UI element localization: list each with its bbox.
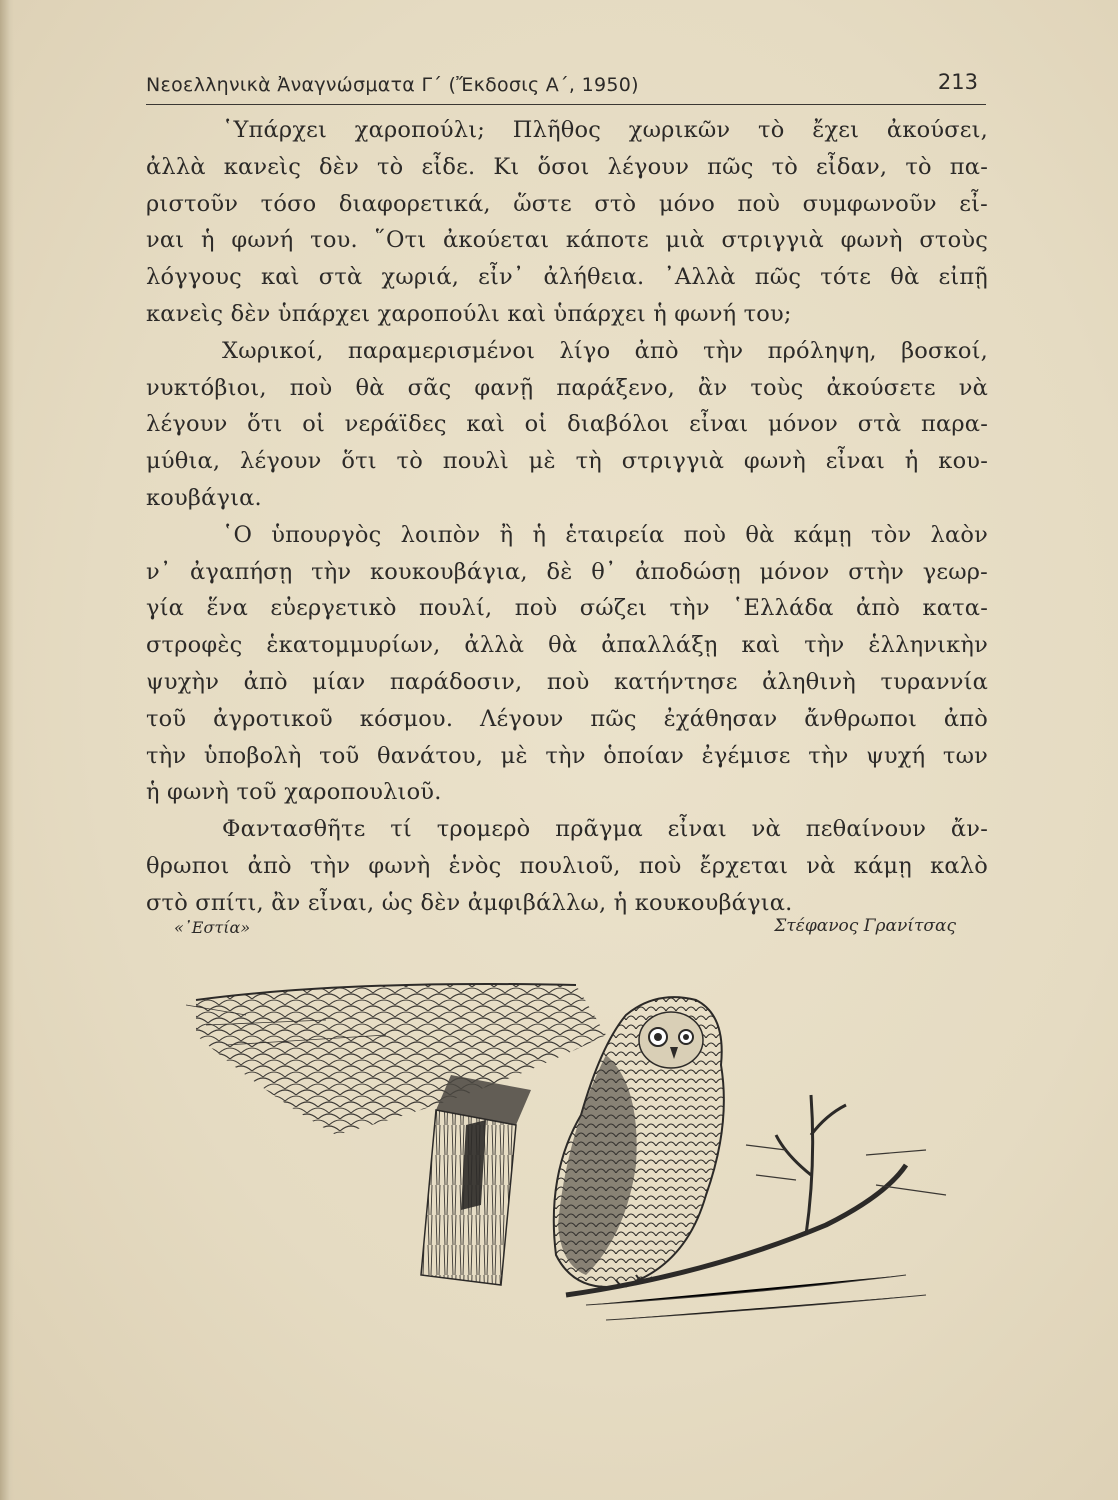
running-header: [146, 70, 986, 105]
chimney: [421, 1075, 531, 1285]
text-line: ριστοῦν τόσο διαφορετικά, ὥστε στὸ μόνο ποὺ συμφωνοῦν εἶ-: [146, 190, 988, 217]
text-line: κουβάγια.: [146, 484, 262, 511]
paragraph-4: [146, 811, 988, 921]
text-line: ῾Ο ὑπουργὸς λοιπὸν ἢ ἡ ἑταιρεία ποὺ θὰ κάμῃ τὸν λαὸν: [222, 521, 988, 548]
text-line: τὴν ὑποβολὴ τοῦ θανάτου, μὲ τὴν ὁποίαν ἐγέμισε τὴν ψυχή των: [146, 742, 988, 769]
text-line: στροφὲς ἑκατομμυρίων, ἀλλὰ θὰ ἀπαλλάξῃ καὶ τὴν ἑλληνικὴν: [146, 632, 988, 659]
text-line: λέγουν ὅτι οἱ νεράϊδες καὶ οἱ διαβόλοι εἶναι μόνον στὰ παρα-: [146, 411, 988, 438]
text-line: Χωρικοί, παραμερισμένοι λίγο ἀπὸ τὴν πρόληψη, βοσκοί,: [222, 337, 988, 364]
text-line: λόγγους καὶ στὰ χωριά, εἶν᾽ ἀλήθεια. ᾽Αλλὰ πῶς τότε θὰ εἰπῇ: [146, 264, 988, 291]
text-line: ν᾽ ἀγαπήσῃ τὴν κουκουβάγια, δὲ θ᾽ ἀποδώσῃ μόνον στὴν γεωρ-: [146, 558, 988, 585]
attribution: [146, 914, 956, 942]
text-line: θρωποι ἀπὸ τὴν φωνὴ ἑνὸς πουλιοῦ, ποὺ ἔρχεται νὰ κάμῃ καλὸ: [146, 852, 988, 879]
text-line: ναι ἡ φωνή του. ῞Οτι ἀκούεται κάποτε μιὰ στριγγιὰ φωνὴ στοὺς: [146, 227, 988, 254]
text-line: μύθια, λέγουν ὅτι τὸ πουλὶ μὲ τὴ στριγγιὰ φωνὴ εἶναι ἡ κου-: [146, 448, 988, 475]
text-line: ψυχὴν ἀπὸ μίαν παράδοσιν, ποὺ κατήντησε ἀληθινὴ τυραννία: [146, 668, 988, 695]
text-line: ῾Υπάρχει χαροπούλι; Πλῆθος χωρικῶν τὸ ἔχει ἀκούσει,: [222, 117, 988, 143]
paragraph-2: [146, 333, 988, 517]
text-line: νυκτόβιοι, ποὺ θὰ σᾶς φανῇ παράξενο, ἂν τοὺς ἀκούσετε νὰ: [146, 374, 988, 401]
text-line: κανεὶς δὲν ὑπάρχει χαροπούλι καὶ ὑπάρχει ἡ φωνή του;: [146, 300, 792, 327]
paragraph-3: [146, 517, 988, 811]
text-line: ἡ φωνὴ τοῦ χαροπουλιοῦ.: [146, 779, 442, 806]
owl-illustration: [186, 975, 976, 1355]
paragraph-1: [146, 112, 988, 333]
text-line: Φαντασθῆτε τί τρομερὸ πρᾶγμα εἶναι νὰ πεθαίνουν ἄν-: [222, 816, 988, 843]
author-name: Στέφανος Γρανίτσας: [774, 916, 956, 936]
text-line: γία ἕνα εὐεργετικὸ πουλί, ποὺ σώζει τὴν ῾Ελλάδα ἀπὸ κατα-: [146, 595, 988, 622]
roof-tiles: [186, 984, 606, 1135]
text-line: ἀλλὰ κανεὶς δὲν τὸ εἶδε. Κι ὅσοι λέγουν πῶς τὸ εἶδαν, τὸ πα-: [146, 153, 988, 180]
source-publication: «᾽Εστία»: [174, 918, 251, 937]
text-line: τοῦ ἀγροτικοῦ κόσμου. Λέγουν πῶς ἐχάθησαν ἄνθρωποι ἀπὸ: [146, 705, 988, 732]
article-body: [146, 112, 988, 922]
running-title: Νεοελληνικὰ Ἀναγνώσματα Γ΄ (Ἔκδοσις Α΄, 1950): [146, 74, 639, 96]
page-number: 213: [937, 70, 978, 94]
text-line: στὸ σπίτι, ἂν εἶναι, ὡς δὲν ἀμφιβάλλω, ἡ κουκουβάγια.: [146, 889, 793, 916]
page-spine-shadow: [0, 0, 14, 1500]
